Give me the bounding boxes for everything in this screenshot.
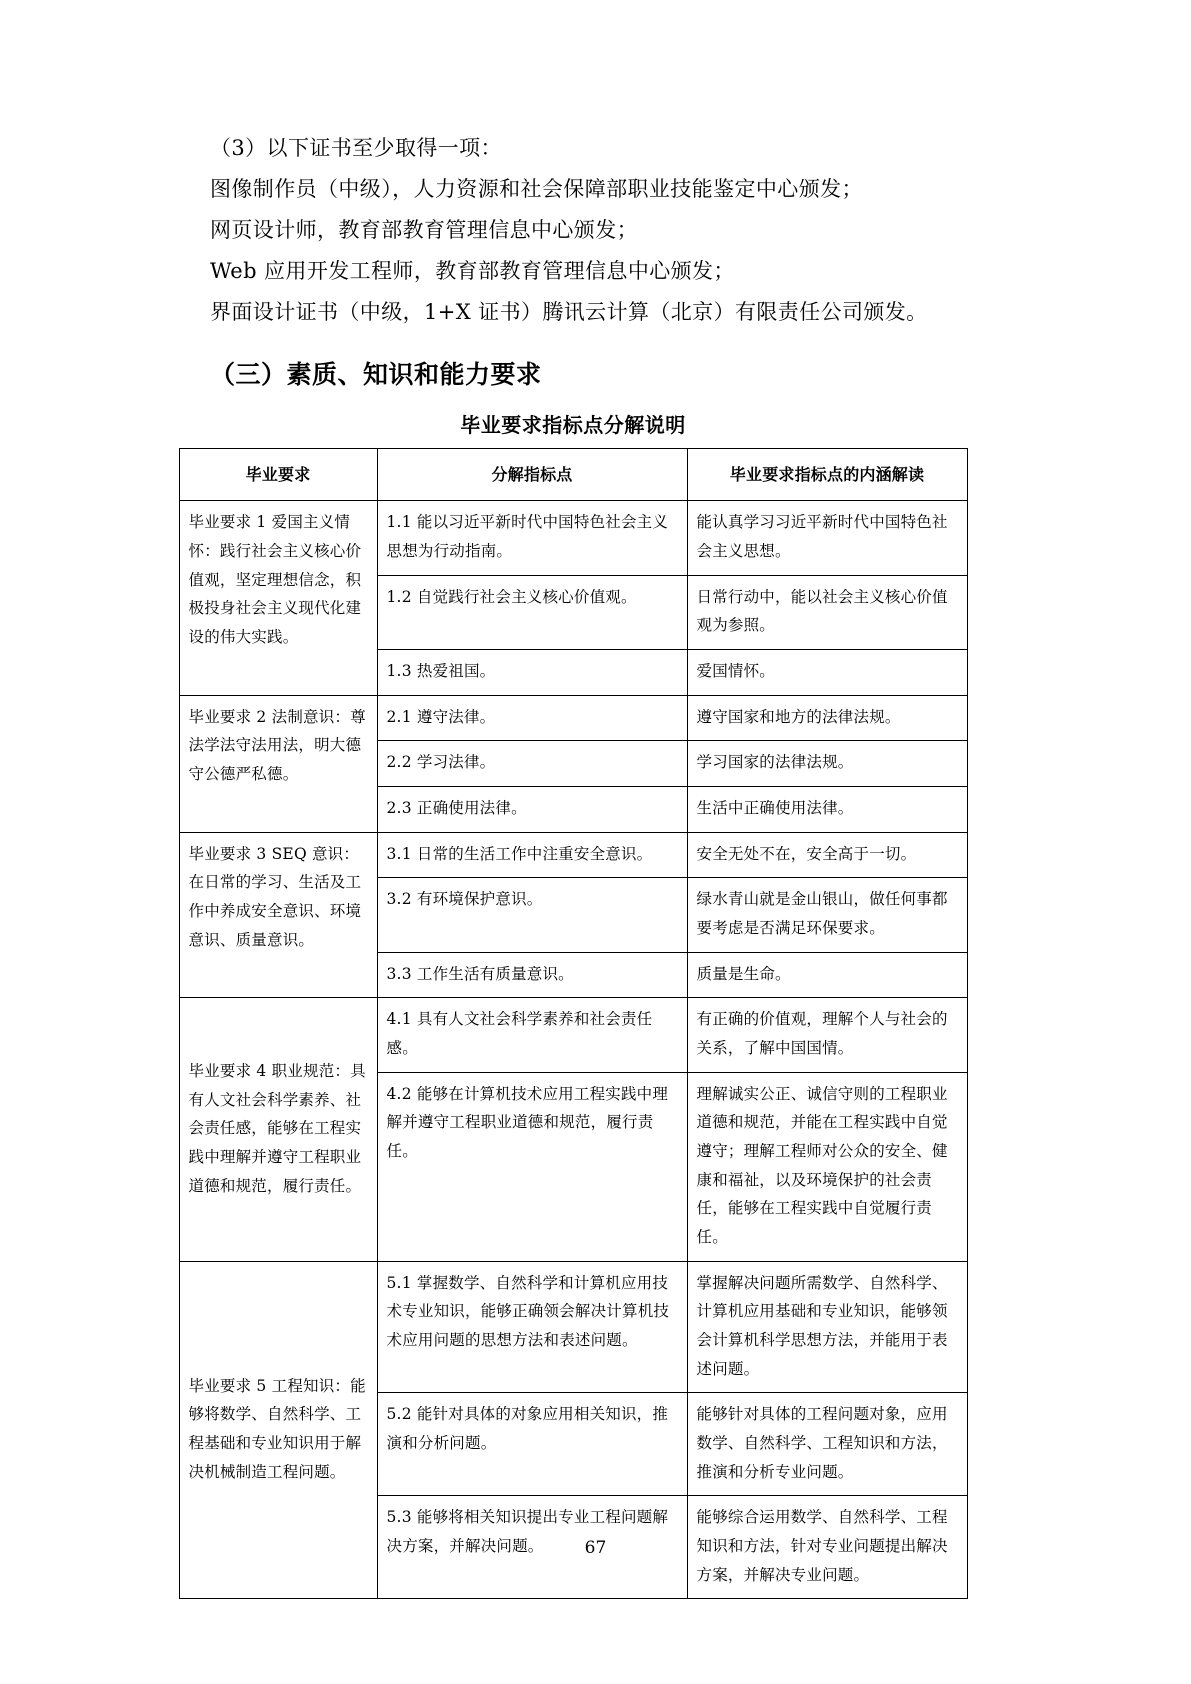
indicator-cell: 3.1 日常的生活工作中注重安全意识。: [377, 832, 687, 878]
requirement-cell: 毕业要求 1 爱国主义情怀：践行社会主义核心价值观，坚定理想信念，积极投身社会主义现代化建设的伟大实践。: [179, 501, 377, 695]
interpretation-cell: 爱国情怀。: [687, 649, 967, 695]
indicator-cell: 3.2 有环境保护意识。: [377, 878, 687, 952]
page-number: 67: [584, 1538, 607, 1558]
table-header-row: [179, 448, 967, 501]
page-content: [168, 128, 978, 1599]
interpretation-cell: 质量是生命。: [687, 952, 967, 998]
table-row: [179, 998, 967, 1072]
indicator-cell: 5.1 掌握数学、自然科学和计算机应用技术专业知识，能够正确领会解决计算机技术应用问题的思想方法和表述问题。: [377, 1261, 687, 1393]
interpretation-cell: 有正确的价值观，理解个人与社会的关系，了解中国国情。: [687, 998, 967, 1072]
column-header-interpretation: 毕业要求指标点的内涵解读: [687, 448, 967, 501]
table-row: [179, 695, 967, 741]
interpretation-cell: 掌握解决问题所需数学、自然科学、计算机应用基础和专业知识，能够领会计算机科学思想方法，并能用于表述问题。: [687, 1261, 967, 1393]
indicator-cell: 1.1 能以习近平新时代中国特色社会主义思想为行动指南。: [377, 501, 687, 575]
interpretation-cell: 能够针对具体的工程问题对象，应用数学、自然科学、工程知识和方法，推演和分析专业问题。: [687, 1393, 967, 1496]
interpretation-cell: 理解诚实公正、诚信守则的工程职业道德和规范，并能在工程实践中自觉遵守；理解工程师对公众的安全、健康和福祉，以及环境保护的社会责任，能够在工程实践中自觉履行责任。: [687, 1072, 967, 1261]
table-title: 毕业要求指标点分解说明: [460, 412, 686, 437]
requirement-cell: 毕业要求 5 工程知识：能够将数学、自然科学、工程基础和专业知识用于解决机械制造工程问题。: [179, 1261, 377, 1599]
column-header-requirement: 毕业要求: [179, 448, 377, 501]
interpretation-cell: 能认真学习习近平新时代中国特色社会主义思想。: [687, 501, 967, 575]
indicator-cell: 1.3 热爱祖国。: [377, 649, 687, 695]
interpretation-cell: 学习国家的法律法规。: [687, 741, 967, 787]
indicator-cell: 5.2 能针对具体的对象应用相关知识，推演和分析问题。: [377, 1393, 687, 1496]
interpretation-cell: 绿水青山就是金山银山，做任何事都要考虑是否满足环保要求。: [687, 878, 967, 952]
intro-line-5: 界面设计证书（中级，1+X 证书）腾讯云计算（北京）有限责任公司颁发。: [210, 299, 928, 324]
intro-line-2: 图像制作员（中级），人力资源和社会保障部职业技能鉴定中心颁发；: [210, 176, 863, 201]
interpretation-cell: 生活中正确使用法律。: [687, 786, 967, 832]
indicator-cell: 2.2 学习法律。: [377, 741, 687, 787]
interpretation-cell: 安全无处不在，安全高于一切。: [687, 832, 967, 878]
interpretation-cell: 能够综合运用数学、自然科学、工程知识和方法，针对专业问题提出解决方案，并解决专业问题。: [687, 1496, 967, 1599]
table-row: [179, 832, 967, 878]
indicator-cell: 2.1 遵守法律。: [377, 695, 687, 741]
indicator-cell: 1.2 自觉践行社会主义核心价值观。: [377, 575, 687, 649]
indicator-cell: 2.3 正确使用法律。: [377, 786, 687, 832]
intro-line-1: （3）以下证书至少取得一项：: [210, 136, 502, 160]
table-row: [179, 1261, 967, 1393]
requirement-cell: 毕业要求 4 职业规范：具有人文社会科学素养、社会责任感，能够在工程实践中理解并遵守工程职业道德和规范，履行责任。: [179, 998, 377, 1261]
indicator-cell: 4.2 能够在计算机技术应用工程实践中理解并遵守工程职业道德和规范，履行责任。: [377, 1072, 687, 1261]
interpretation-cell: 日常行动中，能以社会主义核心价值观为参照。: [687, 575, 967, 649]
intro-line-4: Web 应用开发工程师，教育部教育管理信息中心颁发；: [210, 258, 735, 283]
interpretation-cell: 遵守国家和地方的法律法规。: [687, 695, 967, 741]
indicator-cell: 4.1 具有人文社会科学素养和社会责任感。: [377, 998, 687, 1072]
intro-line-3: 网页设计师，教育部教育管理信息中心颁发；: [210, 217, 638, 242]
table-row: [179, 501, 967, 575]
indicator-cell: 3.3 工作生活有质量意识。: [377, 952, 687, 998]
section-heading: （三）素质、知识和能力要求: [210, 359, 542, 389]
column-header-indicator: 分解指标点: [377, 448, 687, 501]
indicator-cell: 5.3 能够将相关知识提出专业工程问题解决方案，并解决问题。: [377, 1496, 687, 1599]
graduation-requirements-table: [179, 448, 968, 1600]
requirement-cell: 毕业要求 2 法制意识：尊法学法守法用法，明大德守公德严私德。: [179, 695, 377, 832]
requirement-cell: 毕业要求 3 SEQ 意识：在日常的学习、生活及工作中养成安全意识、环境意识、质量意识。: [179, 832, 377, 998]
